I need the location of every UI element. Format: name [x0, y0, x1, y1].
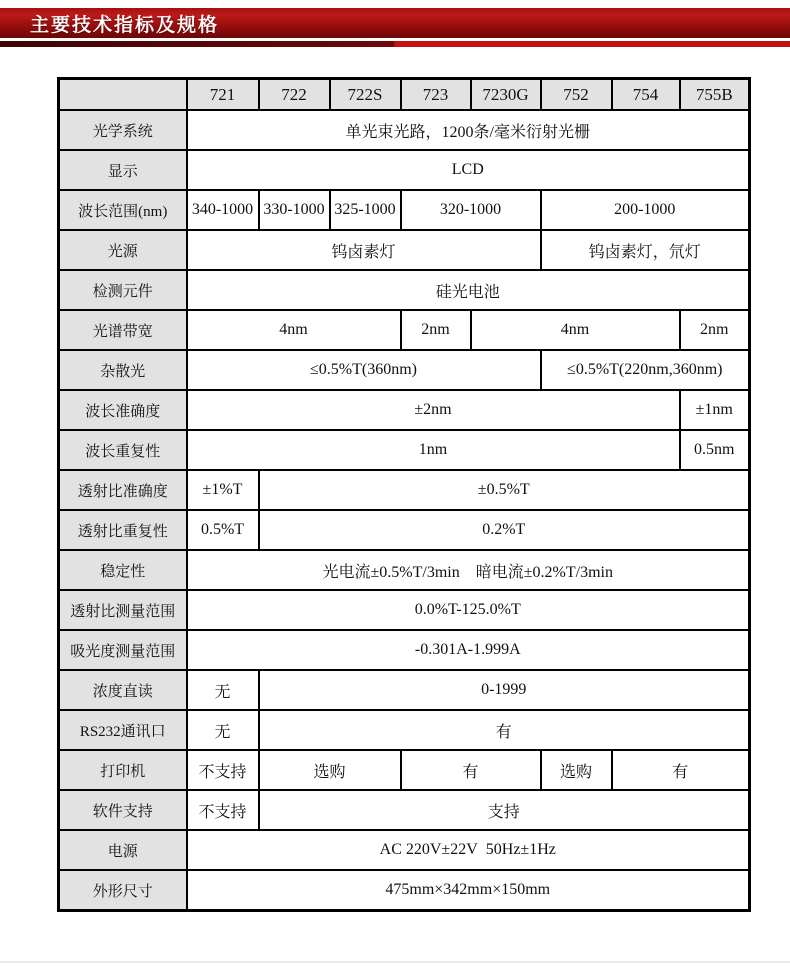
- row-label: 波长重复性: [59, 430, 187, 470]
- row-label: 外形尺寸: [59, 870, 187, 911]
- model-header: 722: [259, 79, 330, 111]
- spec-cell: 1nm: [187, 430, 680, 470]
- spec-cell: 硅光电池: [187, 270, 750, 310]
- row-label: RS232通讯口: [59, 710, 187, 750]
- spec-cell: 330-1000: [259, 190, 330, 230]
- spec-cell: 0.5%T: [187, 510, 259, 550]
- spec-cell: 320-1000: [401, 190, 541, 230]
- spec-cell: 钨卤素灯，氘灯: [541, 230, 750, 270]
- spec-cell: 不支持: [187, 790, 259, 830]
- spec-cell: 无: [187, 710, 259, 750]
- spec-cell: ±1%T: [187, 470, 259, 510]
- spec-cell: 有: [612, 750, 750, 790]
- row-label: 透射比准确度: [59, 470, 187, 510]
- row-label: 显示: [59, 150, 187, 190]
- model-header: 722S: [330, 79, 401, 111]
- row-label: 透射比重复性: [59, 510, 187, 550]
- table-row: [59, 390, 750, 430]
- spec-cell: 支持: [259, 790, 750, 830]
- spec-cell: ≤0.5%T(220nm,360nm): [541, 350, 750, 390]
- table-row: [59, 230, 750, 270]
- spec-cell: 200-1000: [541, 190, 750, 230]
- spec-cell: 2nm: [680, 310, 750, 350]
- table-row: [59, 870, 750, 911]
- table-row: [59, 190, 750, 230]
- row-label: 稳定性: [59, 550, 187, 590]
- spec-cell: 340-1000: [187, 190, 259, 230]
- spec-cell: 0.0%T-125.0%T: [187, 590, 750, 630]
- table-row: [59, 110, 750, 150]
- spec-cell: ±2nm: [187, 390, 680, 430]
- spec-cell: ±0.5%T: [259, 470, 750, 510]
- spec-cell: ≤0.5%T(360nm): [187, 350, 541, 390]
- row-label: 光谱带宽: [59, 310, 187, 350]
- bottom-divider-line: [0, 961, 790, 963]
- table-row: [59, 750, 750, 790]
- section-banner: [0, 8, 790, 38]
- spec-cell: -0.301A-1.999A: [187, 630, 750, 670]
- row-label: 检测元件: [59, 270, 187, 310]
- spec-cell: ±1nm: [680, 390, 750, 430]
- spec-cell: 无: [187, 670, 259, 710]
- row-label: 电源: [59, 830, 187, 870]
- table-row: [59, 430, 750, 470]
- table-row: [59, 310, 750, 350]
- spec-table-body: [59, 110, 750, 911]
- spec-cell: 4nm: [471, 310, 680, 350]
- spec-cell: 光电流±0.5%T/3min 暗电流±0.2%T/3min: [187, 550, 750, 590]
- table-row: [59, 470, 750, 510]
- row-label: 杂散光: [59, 350, 187, 390]
- spec-cell: 有: [259, 710, 750, 750]
- spec-cell: AC 220V±22V 50Hz±1Hz: [187, 830, 750, 870]
- banner-divider-bar: [0, 41, 790, 47]
- spec-cell: 选购: [541, 750, 612, 790]
- row-label: 光源: [59, 230, 187, 270]
- spec-table: [57, 77, 751, 912]
- spec-cell: 0-1999: [259, 670, 750, 710]
- corner-cell: [59, 79, 187, 111]
- row-label: 透射比测量范围: [59, 590, 187, 630]
- spec-cell: 4nm: [187, 310, 401, 350]
- row-label: 波长准确度: [59, 390, 187, 430]
- spec-cell: 0.5nm: [680, 430, 750, 470]
- table-row: [59, 710, 750, 750]
- spec-cell: 有: [401, 750, 541, 790]
- model-header: 721: [187, 79, 259, 111]
- spec-cell: 325-1000: [330, 190, 401, 230]
- table-row: [59, 550, 750, 590]
- spec-cell: 单光束光路，1200条/毫米衍射光栅: [187, 110, 750, 150]
- row-label: 吸光度测量范围: [59, 630, 187, 670]
- table-row: [59, 830, 750, 870]
- model-header: 754: [612, 79, 680, 111]
- table-row: [59, 630, 750, 670]
- model-header: 723: [401, 79, 471, 111]
- table-row: [59, 150, 750, 190]
- table-row: [59, 790, 750, 830]
- model-header: 752: [541, 79, 612, 111]
- model-header-row: [59, 79, 750, 111]
- row-label: 光学系统: [59, 110, 187, 150]
- spec-cell: 0.2%T: [259, 510, 750, 550]
- row-label: 打印机: [59, 750, 187, 790]
- section-title: 主要技术指标及规格: [30, 14, 220, 36]
- table-row: [59, 270, 750, 310]
- spec-cell: 不支持: [187, 750, 259, 790]
- table-row: [59, 510, 750, 550]
- model-header: 7230G: [471, 79, 541, 111]
- row-label: 软件支持: [59, 790, 187, 830]
- model-header: 755B: [680, 79, 750, 111]
- spec-cell: 2nm: [401, 310, 471, 350]
- row-label: 波长范围(nm): [59, 190, 187, 230]
- spec-table-container: [57, 77, 751, 912]
- row-label: 浓度直读: [59, 670, 187, 710]
- spec-cell: LCD: [187, 150, 750, 190]
- table-row: [59, 590, 750, 630]
- spec-cell: 选购: [259, 750, 401, 790]
- table-row: [59, 350, 750, 390]
- spec-cell: 钨卤素灯: [187, 230, 541, 270]
- spec-cell: 475mm×342mm×150mm: [187, 870, 750, 911]
- table-row: [59, 670, 750, 710]
